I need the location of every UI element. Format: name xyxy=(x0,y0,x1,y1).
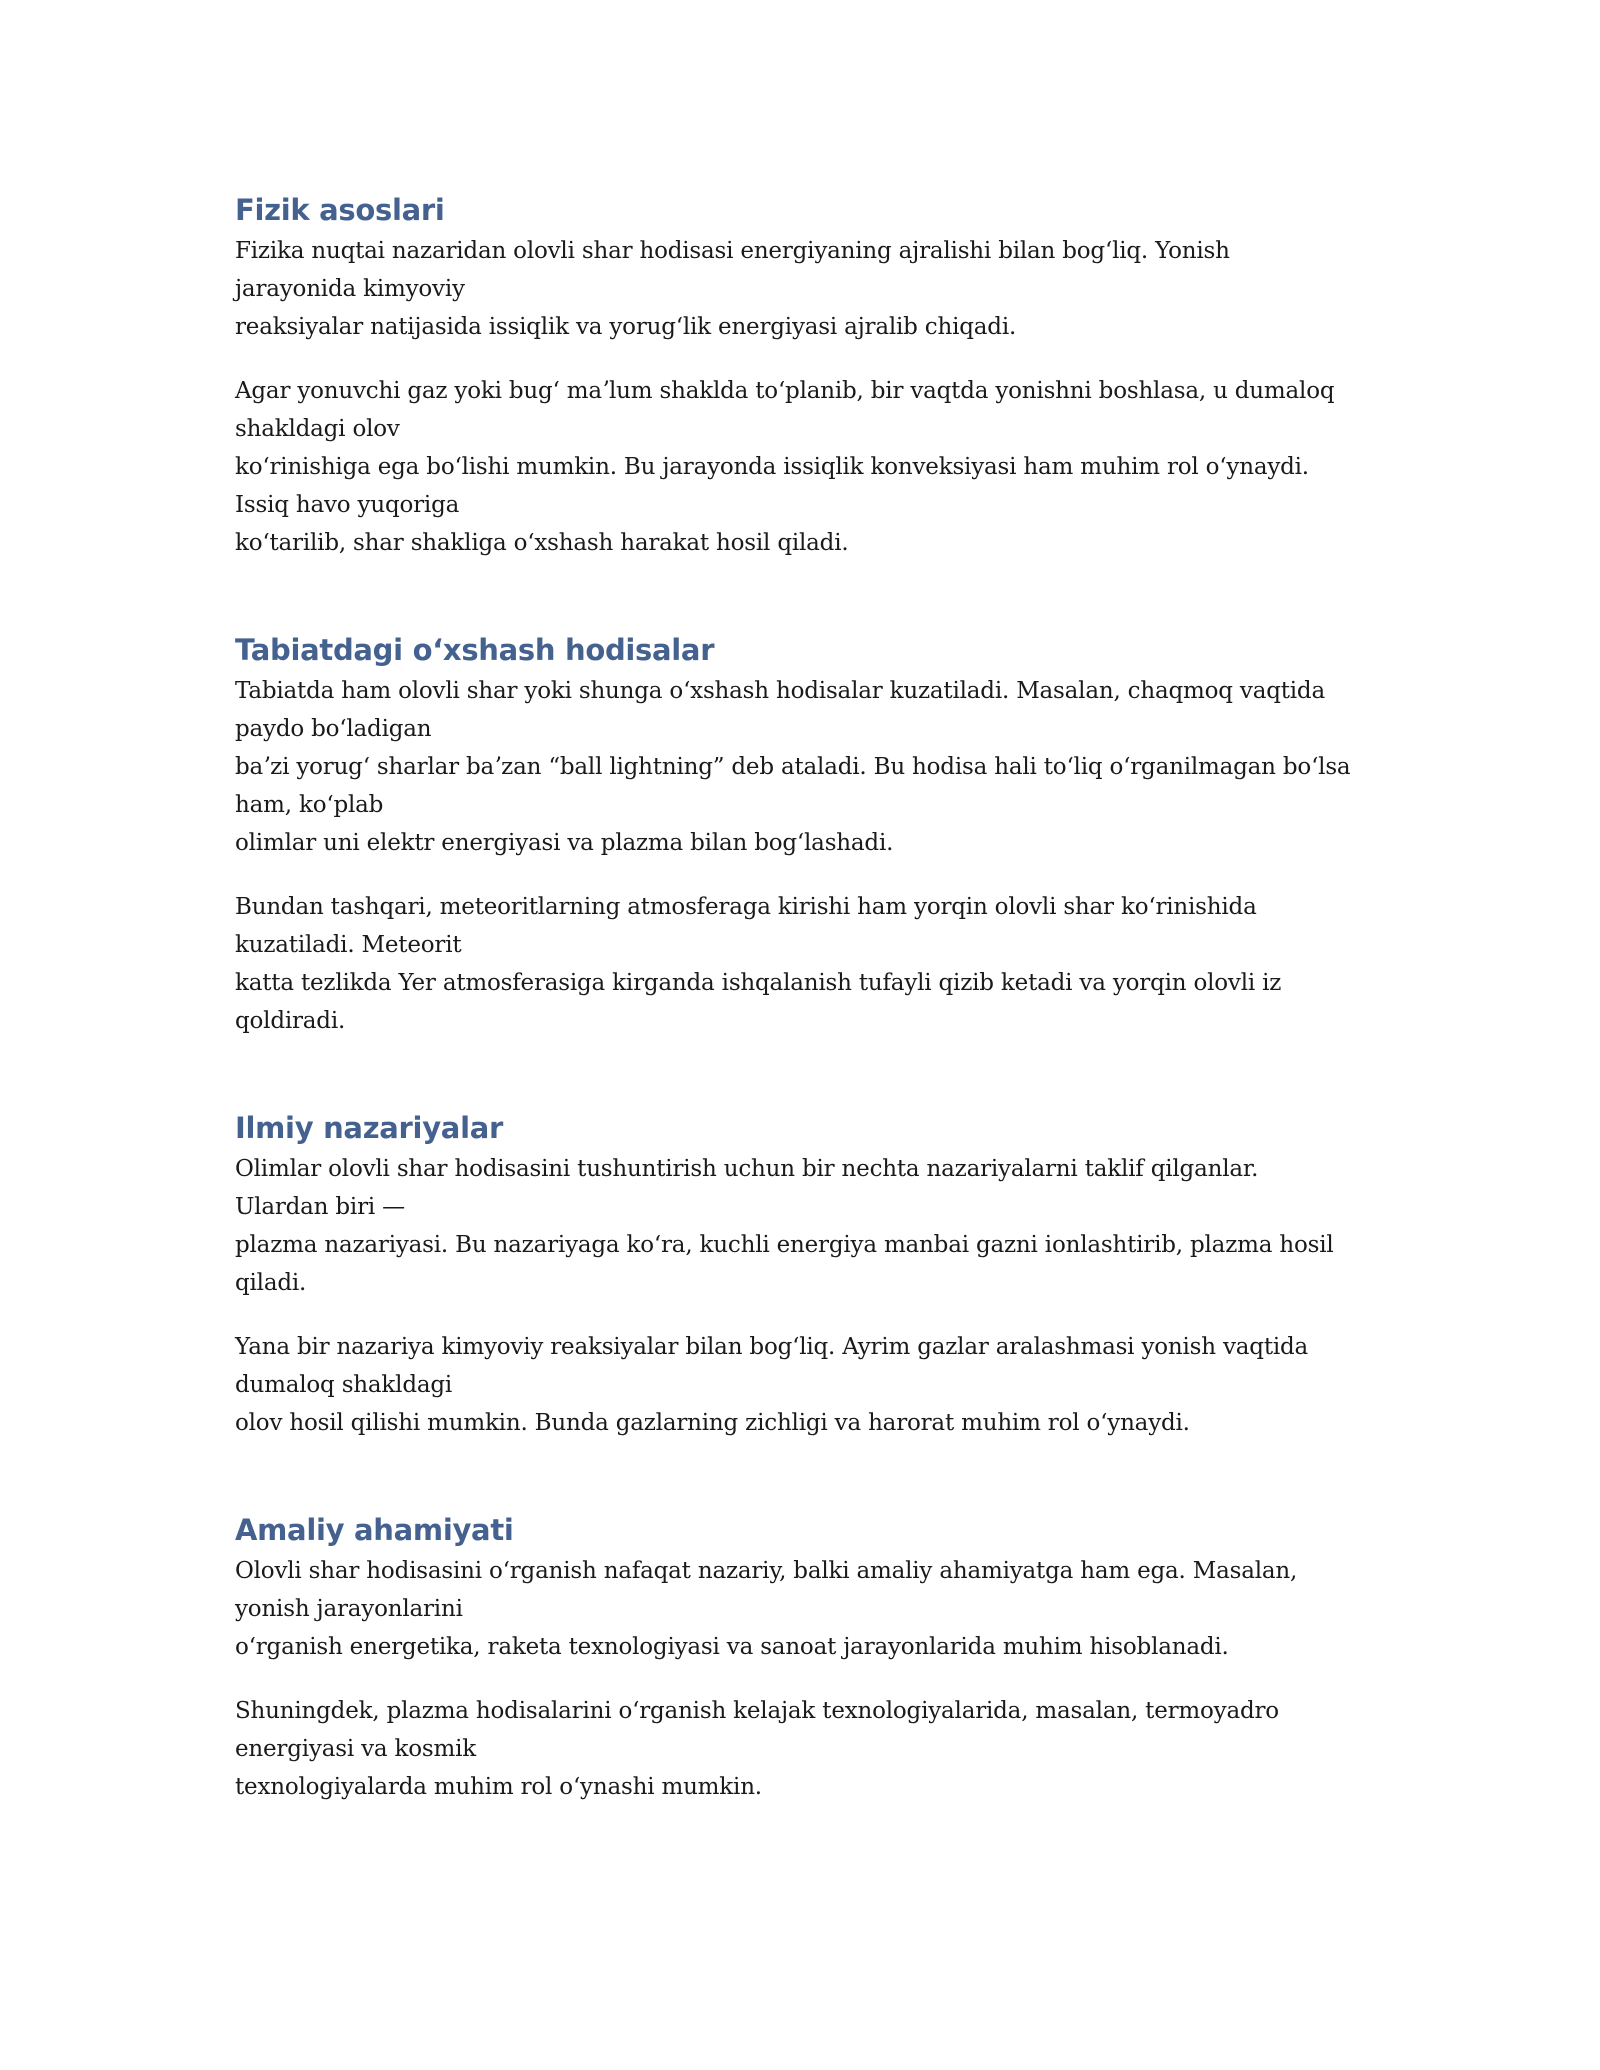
text-line: plazma nazariyasi. Bu nazariyaga koʻra, kuchli energiya manbai gazni ionlashtirib, plazma hosil xyxy=(235,1232,1334,1258)
text-line: Bundan tashqari, meteoritlarning atmosferaga kirishi ham yorqin olovli shar koʻrinishida xyxy=(235,894,1257,920)
text-line: Olimlar olovli shar hodisasini tushuntirish uchun bir nechta nazariyalarni taklif qilganlar. xyxy=(235,1156,1259,1182)
text-line: Fizika nuqtai nazaridan olovli shar hodisasi energiyaning ajralishi bilan bogʻliq. Yonish xyxy=(235,238,1230,264)
text-line: Shuningdek, plazma hodisalarini oʻrganish kelajak texnologiyalarida, masalan, termoyadro xyxy=(235,1698,1279,1724)
text-line: koʻrinishiga ega boʻlishi mumkin. Bu jarayonda issiqlik konveksiyasi ham muhim rol oʻynaydi. xyxy=(235,454,1309,480)
section-heading: Tabiatdagi oʻxshash hodisalar xyxy=(235,633,715,667)
paragraph xyxy=(235,672,1370,862)
text-line: ham, koʻplab xyxy=(235,792,384,818)
text-line: katta tezlikda Yer atmosferasiga kirganda ishqalanish tufayli qizib ketadi va yorqin olovli iz xyxy=(235,970,1282,996)
section-fizik-asoslari xyxy=(235,188,1370,562)
text-line: paydo boʻladigan xyxy=(235,716,432,742)
text-line: olov hosil qilishi mumkin. Bunda gazlarning zichligi va harorat muhim rol oʻynaydi. xyxy=(235,1410,1190,1436)
text-line: kuzatiladi. Meteorit xyxy=(235,932,462,958)
section-amaliy-ahamiyati xyxy=(235,1508,1370,1806)
text-line: qoldiradi. xyxy=(235,1008,346,1034)
paragraph xyxy=(235,1328,1370,1442)
text-line: texnologiyalarda muhim rol oʻynashi mumkin. xyxy=(235,1774,762,1800)
paragraph xyxy=(235,1692,1370,1806)
paragraph xyxy=(235,1552,1370,1666)
text-line: Yana bir nazariya kimyoviy reaksiyalar bilan bogʻliq. Ayrim gazlar aralashmasi yonish vaqtida xyxy=(235,1334,1309,1360)
text-line: Tabiatda ham olovli shar yoki shunga oʻxshash hodisalar kuzatiladi. Masalan, chaqmoq vaqtida xyxy=(235,678,1325,704)
text-line: qiladi. xyxy=(235,1270,307,1296)
text-line: olimlar uni elektr energiyasi va plazma bilan bogʻlashadi. xyxy=(235,830,894,856)
section-tabiatdagi-hodisalar xyxy=(235,628,1370,1040)
text-line: Olovli shar hodisasini oʻrganish nafaqat nazariy, balki amaliy ahamiyatga ham ega. Masalan, xyxy=(235,1558,1298,1584)
text-line: Agar yonuvchi gaz yoki bugʻ maʼlum shaklda toʻplanib, bir vaqtda yonishni boshlasa, u dumaloq xyxy=(235,378,1335,404)
text-line: koʻtarilib, shar shakliga oʻxshash harakat hosil qiladi. xyxy=(235,530,849,556)
text-line: Ulardan biri — xyxy=(235,1194,405,1220)
section-heading: Fizik asoslari xyxy=(235,193,445,227)
section-ilmiy-nazariyalar xyxy=(235,1106,1370,1442)
section-heading: Ilmiy nazariyalar xyxy=(235,1111,503,1145)
text-line: reaksiyalar natijasida issiqlik va yorugʻlik energiyasi ajralib chiqadi. xyxy=(235,314,1017,340)
paragraph xyxy=(235,372,1370,562)
text-line: yonish jarayonlarini xyxy=(235,1596,463,1622)
text-line: oʻrganish energetika, raketa texnologiyasi va sanoat jarayonlarida muhim hisoblanadi. xyxy=(235,1634,1229,1660)
text-line: Issiq havo yuqoriga xyxy=(235,492,460,518)
text-line: energiyasi va kosmik xyxy=(235,1736,476,1762)
text-line: shakldagi olov xyxy=(235,416,400,442)
paragraph xyxy=(235,232,1370,346)
text-line: dumaloq shakldagi xyxy=(235,1372,453,1398)
section-heading: Amaliy ahamiyati xyxy=(235,1513,514,1547)
paragraph xyxy=(235,1150,1370,1302)
paragraph xyxy=(235,888,1370,1040)
text-line: jarayonida kimyoviy xyxy=(235,276,465,302)
document-page xyxy=(235,188,1370,1806)
text-line: baʼzi yorugʻ sharlar baʼzan “ball lightning” deb ataladi. Bu hodisa hali toʻliq oʻrganilmagan boʻlsa xyxy=(235,754,1351,780)
